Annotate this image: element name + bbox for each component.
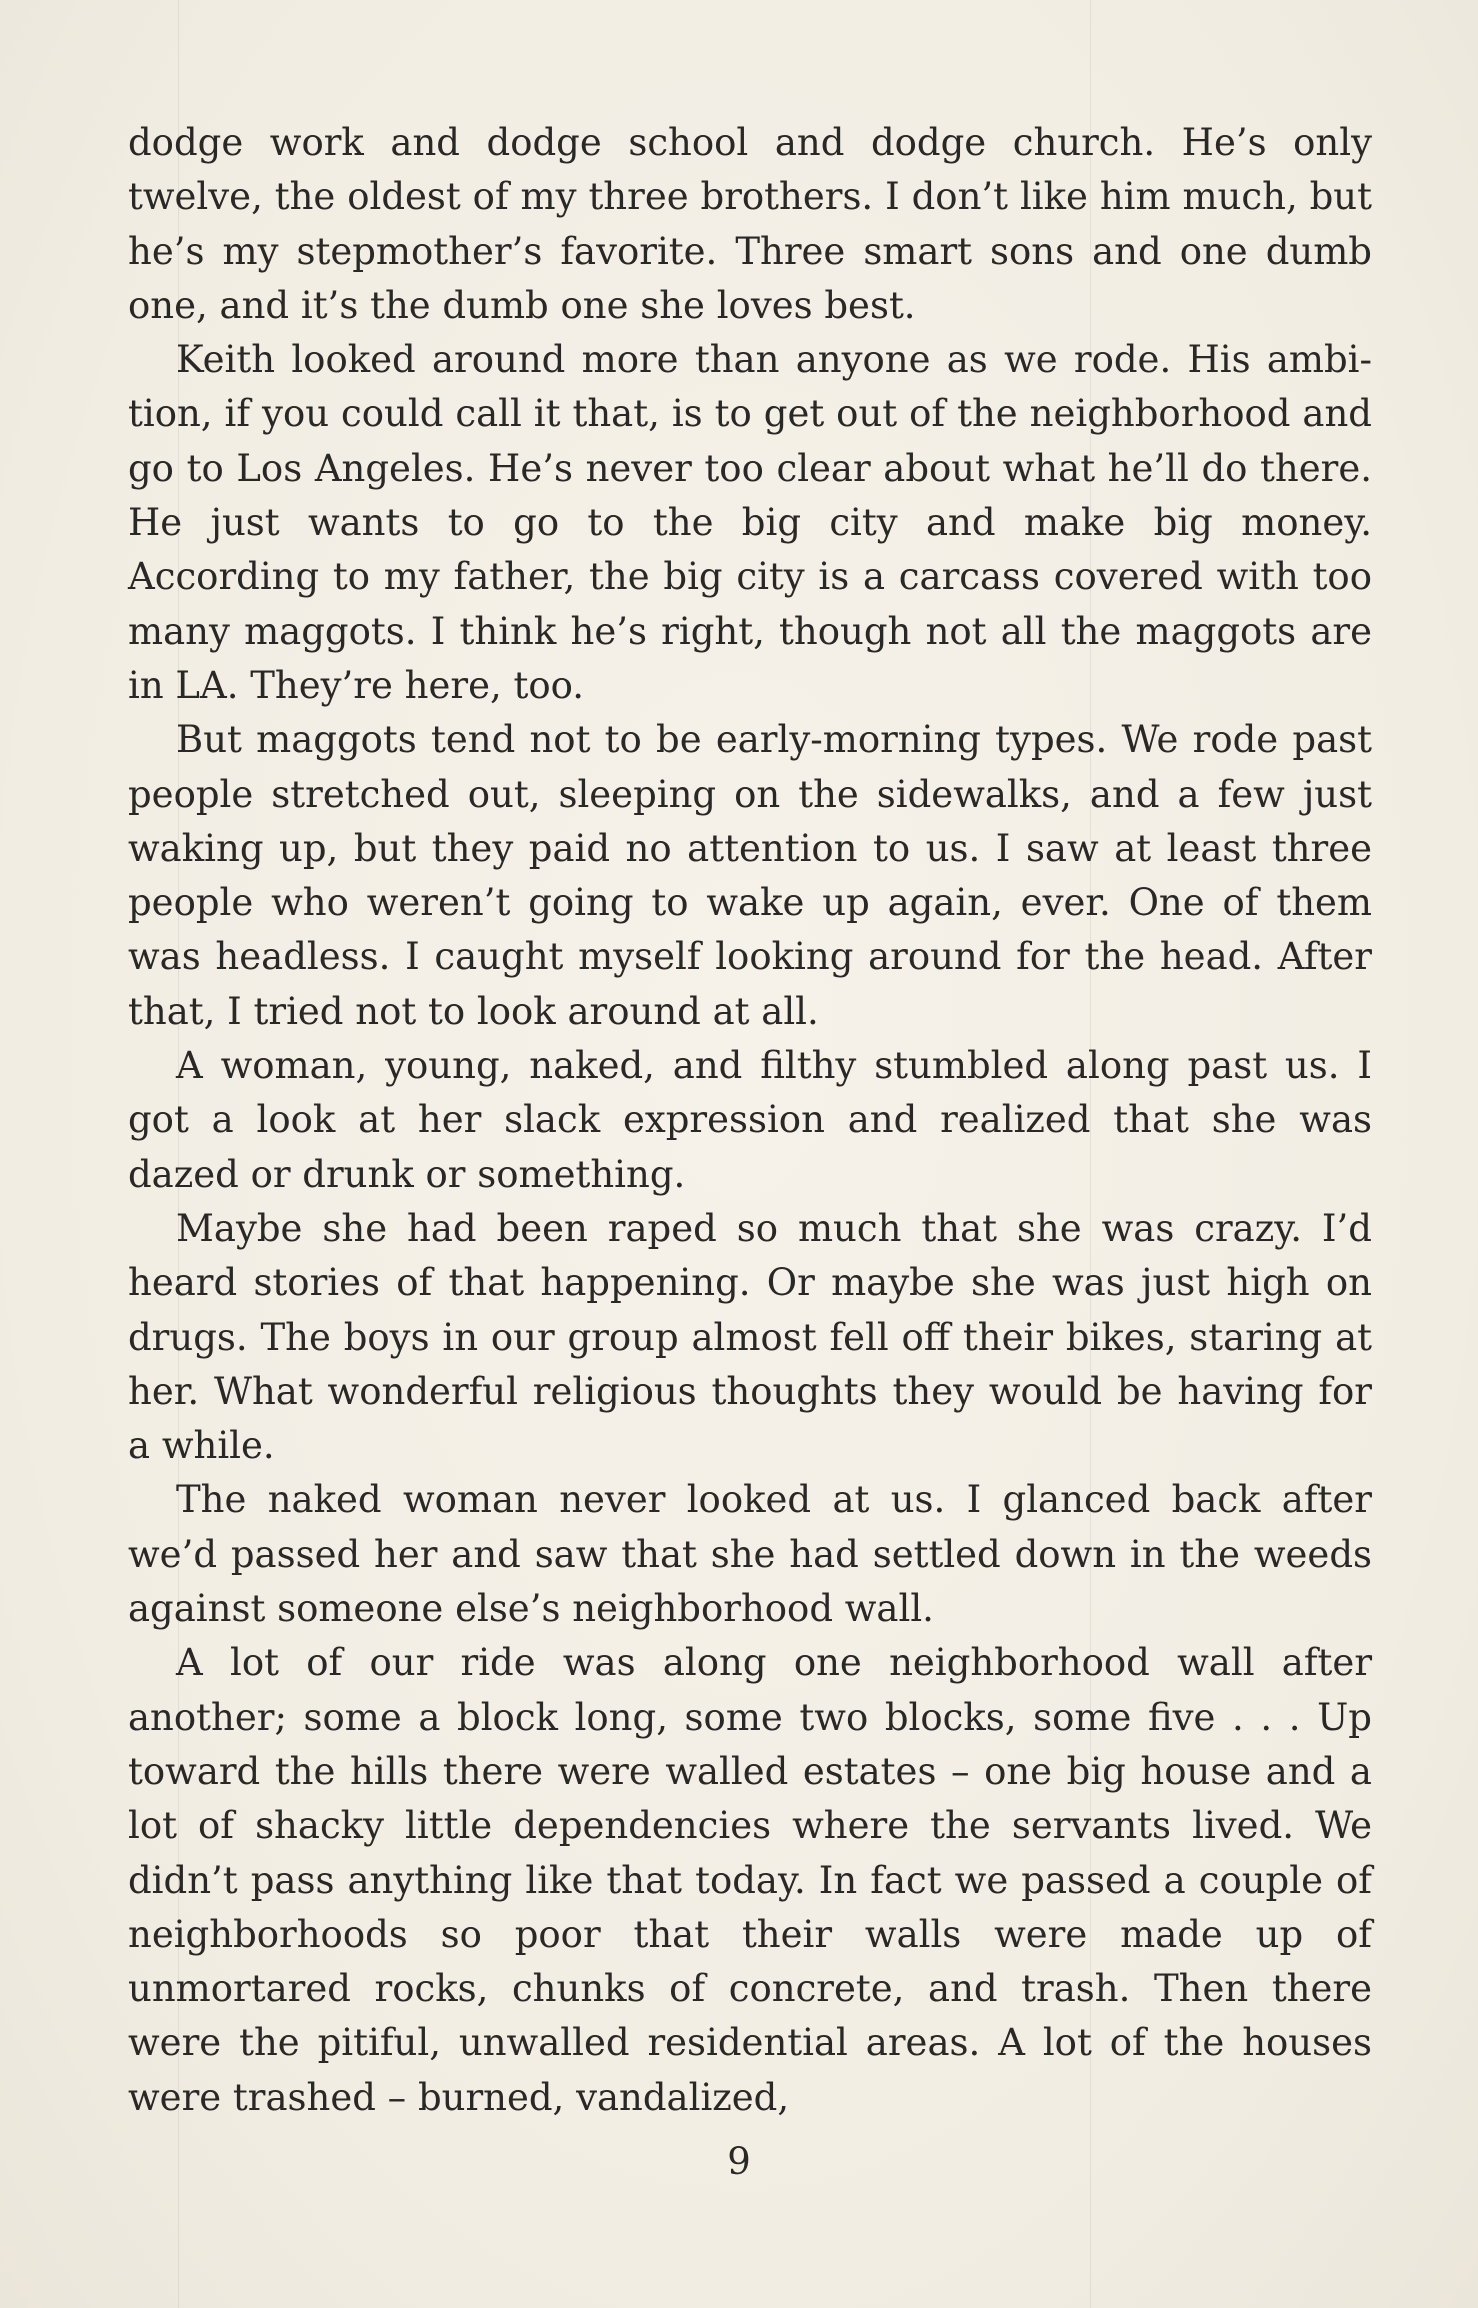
body-text <box>128 116 1372 2125</box>
paragraph: A woman, young, naked, and filthy stumbled along past us. I got a look at her slack expression and realized that she was dazed or drunk or something. <box>128 1044 1372 1196</box>
paragraph: Maybe she had been raped so much that she was crazy. I’d heard stories of that happening. Or maybe she was just high on drugs. The boys in our group almost fell off their bikes, staring at her. What wonderful religious thoughts they would be having for a while. <box>128 1206 1372 1468</box>
paragraph: dodge work and dodge school and dodge church. He’s only twelve, the oldest of my three brothers. I don’t like him much, but he’s my stepmother’s favorite. Three smart sons and one dumb one, and it’s the dumb one she loves best. <box>128 121 1372 327</box>
paragraph: The naked woman never looked at us. I glanced back after we’d passed her and saw that she had settled down in the weeds against someone else’s neighborhood wall. <box>128 1478 1372 1631</box>
paragraph: Keith looked around more than anyone as we rode. His ambition, if you could call it that, is to get out of the neighborhood and go to Los Angeles. He’s never too clear about what he’ll do there. He just wants to go to the big city and make big money. According to my father, the big city is a carcass covered with too many maggots. I think he’s right, though not all the maggots are in LA. They’re here, too. <box>128 338 1372 707</box>
page-number: 9 <box>727 2140 751 2183</box>
paragraph: But maggots tend not to be early-morning types. We rode past people stretched out, sleeping on the sidewalks, and a few just waking up, but they paid no attention to us. I saw at least three people who weren’t going to wake up again, ever. One of them was headless. I caught myself looking around for the head. After that, I tried not to look around at all. <box>128 718 1372 1033</box>
paragraph: A lot of our ride was along one neighborhood wall after another; some a block long, some two blocks, some five . . . Up toward the hills there were walled estates – one big house and a lot of shacky little dependencies where the servants lived. We didn’t pass anything like that today. In fact we passed a couple of neighborhoods so poor that their walls were made up of unmortared rocks, chunks of concrete, and trash. Then there were the pitiful, unwalled residential areas. A lot of the houses were trashed – burned, vandalized, <box>128 1641 1372 2119</box>
